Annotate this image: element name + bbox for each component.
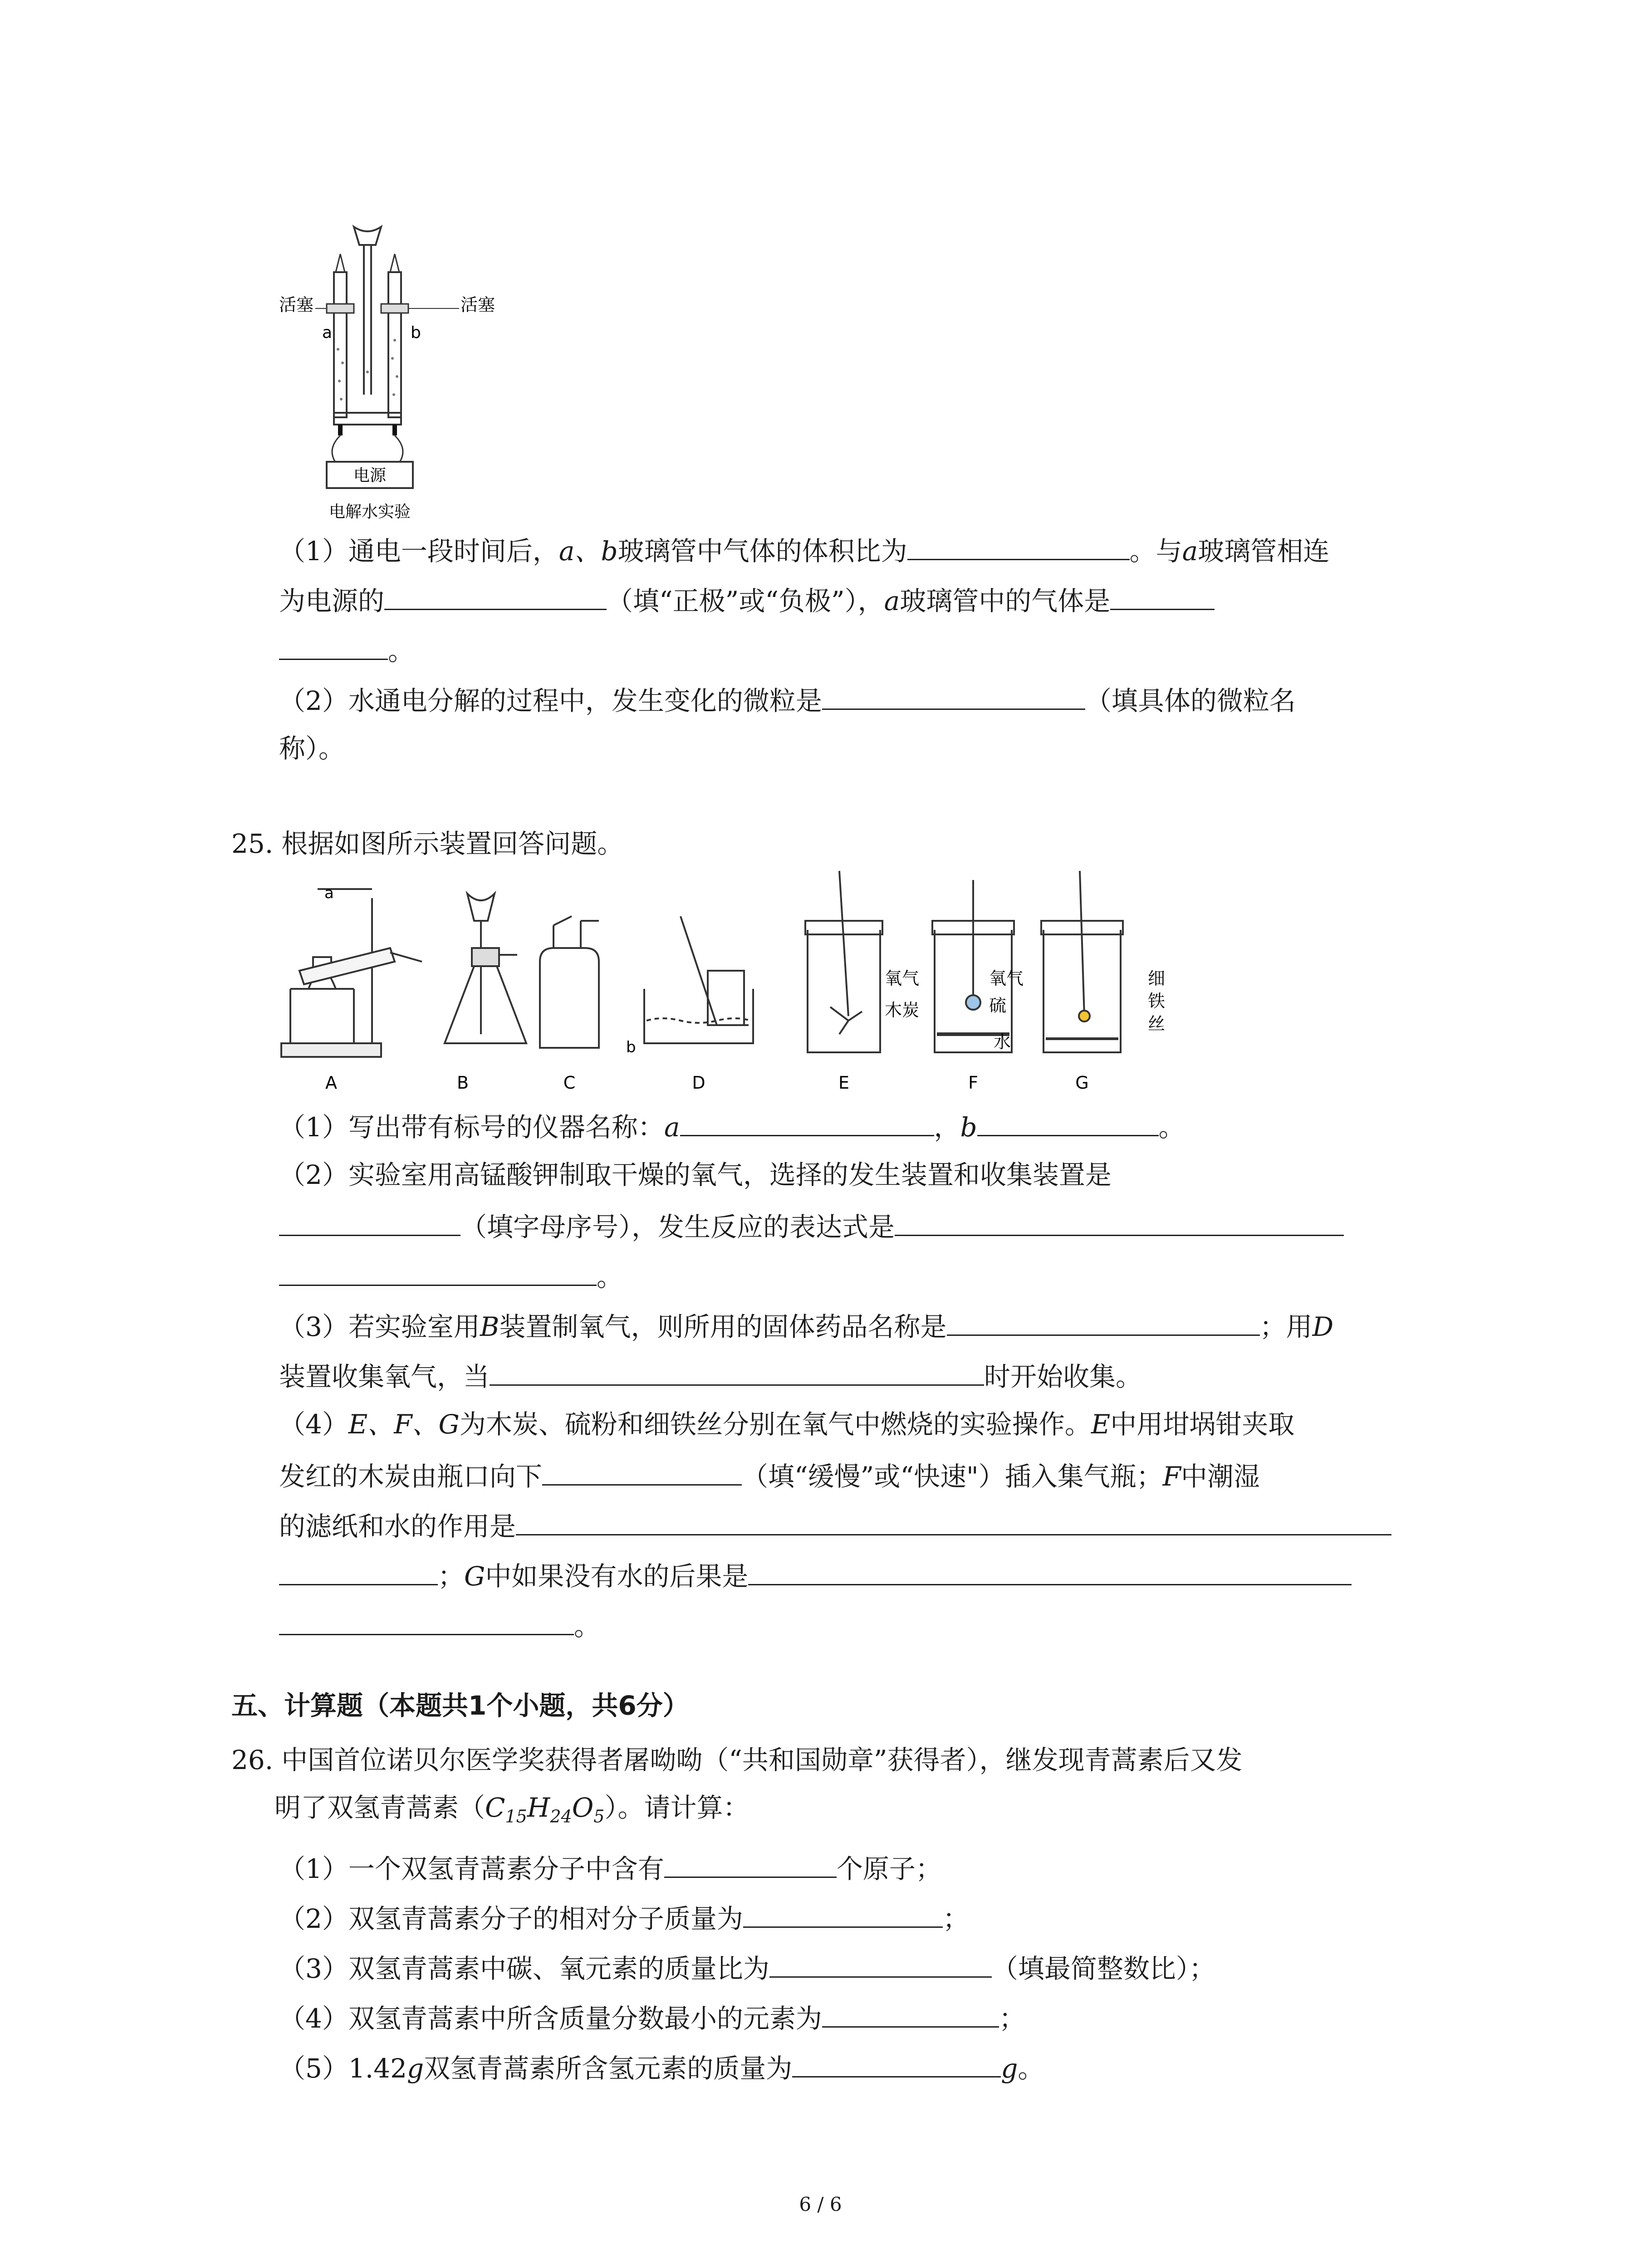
mark-b: b [626,1038,636,1056]
q25-part2-line2: （填字母序号），发生反应的表达式是 [279,1207,1344,1245]
label-A: A [325,1073,337,1093]
tube-a-label: a [322,323,333,342]
mark-a: a [324,884,334,902]
q24-part1-line2: 为电源的 （填“正极”或“负极”），a玻璃管中的气体是 [279,581,1215,619]
q25-part3-line1: （3）若实验室用B装置制氧气，则所用的固体药品名称是 ；用D [279,1306,1333,1345]
q25-part2-line1: （2）实验室用高锰酸钾制取干燥的氧气，选择的发生装置和收集装置是 [279,1159,1112,1190]
q25-stem: 25. 根据如图所示装置回答问题。 [231,828,624,859]
q26-part5: （5）1.42g双氢青蒿素所含氢元素的质量为 g。 [279,2048,1044,2087]
section-5-title: 五、计算题（本题共1个小题，共6分） [231,1690,689,1721]
label-G: G [1075,1073,1089,1093]
q26-part3: （3）双氢青蒿素中碳、氧元素的质量比为 （填最简整数比）； [279,1948,1215,1987]
q25-filter-blank-cont[interactable] [279,1556,438,1585]
q26-element-blank[interactable] [822,1998,999,2028]
q25-filter-blank[interactable] [516,1506,1391,1535]
electrolysis-figure [272,213,526,526]
q25-consequence-blank[interactable] [748,1556,1352,1585]
q26-ratio-blank[interactable] [769,1948,992,1978]
q25-consequence-blank-cont[interactable] [279,1606,574,1635]
valve-right-label: 活塞 [460,295,495,315]
f-oxygen: 氧气 [989,968,1024,988]
q25-part4-line2: 发红的木炭由瓶口向下 （填“缓慢”或“快速"）插入集气瓶；F中潮湿 [279,1456,1260,1495]
label-D: D [692,1073,705,1093]
q24-electrode-blank[interactable] [384,581,607,610]
q24-part1-line3: 。 [279,631,414,669]
q26-part4: （4）双氢青蒿素中所含质量分数最小的元素为 ； [279,1998,1025,2037]
g-wire-3: 丝 [1148,1014,1166,1034]
q25-part1: （1）写出带有标号的仪器名称：a ，b 。 [279,1107,1185,1145]
apparatus-figure [272,871,1189,1107]
q24-gas-blank-cont[interactable] [279,631,388,660]
label-B: B [456,1073,469,1093]
g-wire-2: 铁 [1148,991,1166,1011]
q25-solid-blank[interactable] [947,1306,1260,1336]
formula: $C_{15}H_{24}O_5$ [485,1792,605,1827]
f-water: 水 [994,1032,1011,1052]
q25-collect-blank[interactable] [490,1356,984,1386]
page-number: 6 / 6 [799,2193,842,2215]
q25-part2-line3: 。 [279,1256,623,1295]
label-F: F [968,1073,978,1093]
valve-left-label: 活塞 [279,295,314,315]
q25-part4-line3: 的滤纸和水的作用是 [279,1506,1391,1545]
q26-hydrogen-blank[interactable] [792,2048,1001,2077]
q26-part1: （1）一个双氢青蒿素分子中含有 个原子； [279,1848,942,1887]
q25-b-blank[interactable] [977,1107,1159,1136]
q24-particle-blank[interactable] [822,680,1085,710]
q24-part2-line1: （2）水通电分解的过程中，发生变化的微粒是 （填具体的微粒名 [279,680,1296,719]
e-charcoal: 木炭 [885,1000,920,1020]
f-sulfur: 硫 [989,996,1007,1016]
q25-speed-blank[interactable] [542,1456,742,1486]
q25-equation-blank-cont[interactable] [279,1256,597,1286]
q26-stem-line2: 明了双氢青蒿素$(C_{15}H_{24}O_5)$。请计算： [274,1792,749,1827]
q25-part4-line4: ；G中如果没有水的后果是 [279,1556,1352,1594]
tube-b-label: b [411,323,421,342]
label-E: E [838,1073,850,1093]
q24-part1-line1: （1）通电一段时间后，a、b玻璃管中气体的体积比为 。与a玻璃管相连 [279,531,1329,569]
q26-mass-blank[interactable] [743,1898,943,1928]
q25-part4-line1: （4）E、F、G为木炭、硫粉和细铁丝分别在氧气中燃烧的实验操作。E中用坩埚钳夹取 [279,1409,1295,1440]
q25-equation-blank[interactable] [895,1207,1344,1236]
q26-stem-line1: 26. 中国首位诺贝尔医学奖获得者屠呦呦（“共和国勋章”获得者），继发现青蒿素后又发 [231,1745,1243,1775]
figure-caption: 电解水实验 [328,503,411,521]
q26-part2: （2）双氢青蒿素分子的相对分子质量为 ； [279,1898,969,1937]
q24-part2-line2: 称）。 [279,733,345,764]
power-label: 电源 [353,466,387,485]
q25-a-blank[interactable] [680,1107,934,1136]
q24-gas-blank[interactable] [1110,581,1215,610]
q26-atoms-blank[interactable] [664,1848,837,1878]
q25-part4-line5: 。 [279,1606,600,1644]
g-wire-1: 细 [1148,968,1166,988]
q25-part3-line2: 装置收集氧气，当 时开始收集。 [279,1356,1142,1395]
label-C: C [563,1073,576,1093]
q24-ratio-blank[interactable] [907,531,1130,560]
e-oxygen: 氧气 [885,968,920,988]
q25-device-blank[interactable] [279,1207,460,1236]
